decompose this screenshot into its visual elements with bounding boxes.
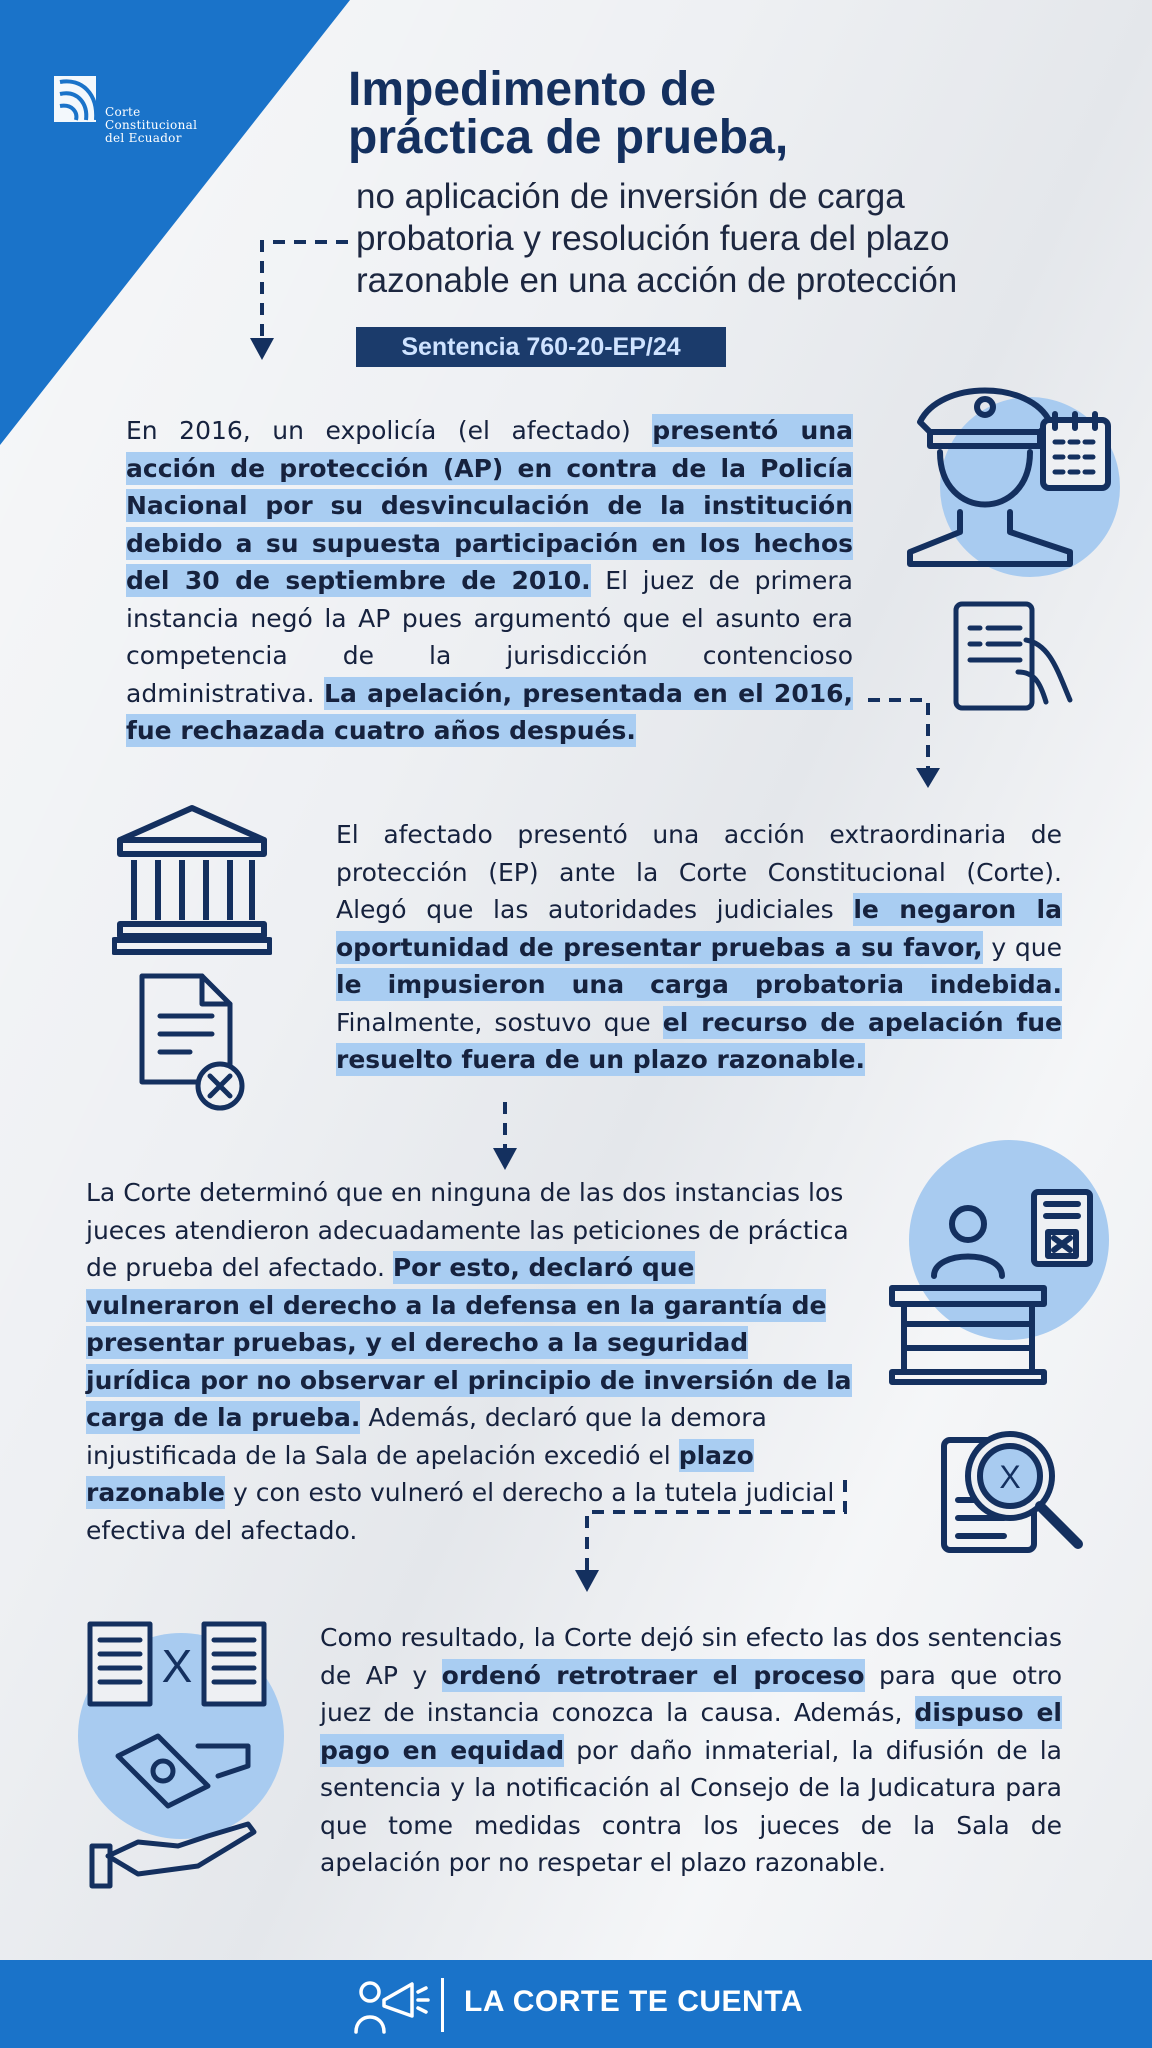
s2-text-2: y que xyxy=(982,932,1062,962)
arrow-3-head xyxy=(493,1148,517,1170)
s4-highlight-1: ordenó retrotraer el proceso xyxy=(441,1660,865,1690)
section-2-text xyxy=(336,816,1062,1079)
s3-text-1: La Corte determinó que en ninguna de las dos instancias los jueces atendieron adecuadamente las peticiones de práctica de prueba del afectado. xyxy=(86,1178,849,1282)
s3-highlight-2: plazo razonable xyxy=(86,1440,754,1507)
s3-text-3: y con esto vulneró el derecho a la tutela judicial efectiva del afectado. xyxy=(86,1478,835,1545)
police-officer-icon xyxy=(900,372,1120,712)
payment-hands-icon xyxy=(78,1616,298,1906)
s4-highlight-2: dispuso el pago en equidad xyxy=(320,1698,1063,1765)
s2-text-1: El afectado presentó una acción extraordinaria de protección (EP) ante la Corte Constitucional (Corte). Alegó que las autoridades judiciales xyxy=(336,820,1062,924)
logo-line-3: del Ecuador xyxy=(105,131,182,145)
s2-highlight-3: el recurso de apelación fue resuelto fuera de un plazo razonable. xyxy=(336,1007,1062,1074)
arrow-1-head xyxy=(250,338,274,360)
s2-highlight-1: le negaron la oportunidad de presentar pruebas a su favor, xyxy=(336,895,1062,962)
s3-highlight-1: Por esto, declaró que vulneraron el derecho a la defensa en la garantía de presentar pruebas, y el derecho a la seguridad jurídica por no observar el principio de inversión de la carga de la prueba. xyxy=(86,1253,852,1432)
cancelled-document-icon xyxy=(142,976,242,1108)
document-hand-icon xyxy=(956,604,1070,708)
courthouse-icon xyxy=(112,800,272,1120)
arrow-2-head xyxy=(916,768,940,788)
s1-text-1: En 2016, un expolicía (el afectado) xyxy=(126,416,653,445)
footer-label: LA CORTE TE CUENTA xyxy=(464,1985,803,2018)
page-subtitle: no aplicación de inversión de carga probatoria y resolución fuera del plazo razonable en una acción de protección xyxy=(356,177,958,300)
logo-line-2: Constitucional xyxy=(105,118,198,132)
sentence-badge: Sentencia 760-20-EP/24 xyxy=(356,327,726,367)
arrow-4-head xyxy=(575,1570,599,1592)
doc-swap-glyph: X xyxy=(161,1640,193,1692)
arrow-1-path xyxy=(262,242,348,340)
title-line-1: Impedimento de xyxy=(348,63,717,116)
megaphone-icon xyxy=(350,1970,430,2040)
s1-highlight-2: La apelación, presentada en el 2016, fue rechazada cuatro años después. xyxy=(126,678,854,745)
section-4-text xyxy=(320,1619,1062,1882)
s4-text-2: para que otro juez de instancia conozca la causa. Además, xyxy=(320,1660,1062,1727)
section-1-text xyxy=(126,412,853,750)
s3-text-2: Además, declaró que la demora injustificada de la Sala de apelación excedió el xyxy=(86,1403,767,1470)
footer-separator xyxy=(441,1978,444,2032)
s4-text-3: por daño inmaterial, la difusión de la sentencia y la notificación al Consejo de la Judicatura para que tome medidas contra los jueces de la Sala de apelación por no respetar el plazo razonable. xyxy=(320,1735,1062,1877)
title-line-2: práctica de prueba, xyxy=(348,111,789,164)
doc-search-glyph: X xyxy=(999,1459,1021,1495)
logo-line-1: Corte xyxy=(105,105,141,119)
s1-highlight-1: presentó una acción de protección (AP) en contra de la Policía Nacional por su desvinculación de la institución debido a su supuesta participación en los hechos del 30 de septiembre de 2010. xyxy=(126,416,853,595)
s2-highlight-2: le impusieron una carga probatoria indebida. xyxy=(336,970,1062,999)
s4-text-1: Como resultado, la Corte dejó sin efecto las dos sentencias de AP y xyxy=(320,1623,1062,1690)
section-3-text xyxy=(86,1174,853,1549)
s2-text-3: Finalmente, sostuvo que xyxy=(336,1007,663,1037)
s1-text-2: El juez de primera instancia negó la AP pues argumentó que el asunto era competencia de la jurisdicción contencioso administrativa. xyxy=(126,566,854,708)
judge-desk-icon xyxy=(884,1140,1114,1560)
